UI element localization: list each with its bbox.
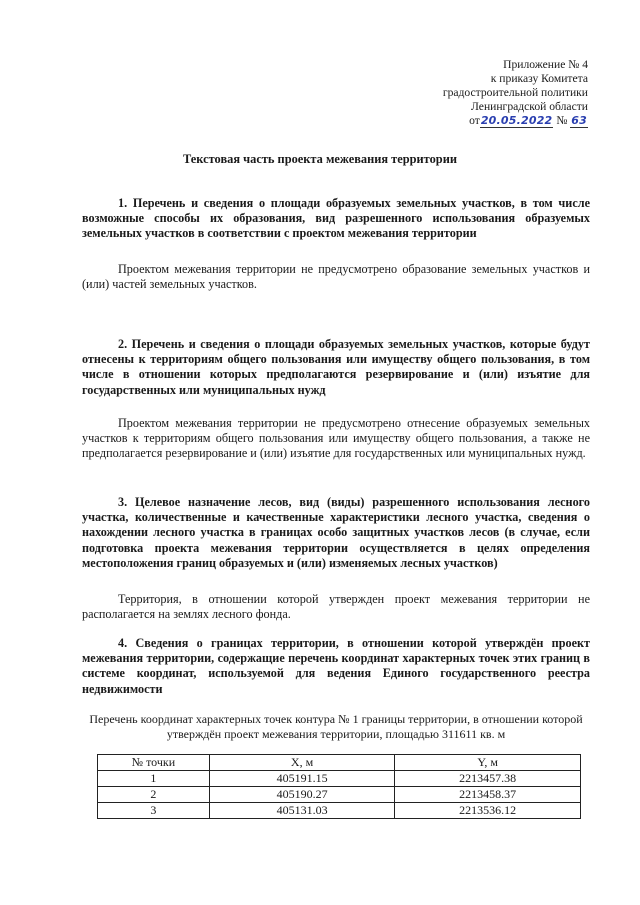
table-row bbox=[98, 803, 581, 819]
section-4 bbox=[82, 636, 590, 697]
x-coordinate: 405190.27 bbox=[209, 787, 395, 803]
handwritten-date: 20.05.2022 bbox=[480, 114, 553, 127]
y-coordinate: 2213458.37 bbox=[395, 787, 581, 803]
section-2-heading: 2. Перечень и сведения о площади образуемых земельных участков, которые будут отнесены к территориям общего пользования или имуществу общего пользования, в том числе в отношении которых предполагаются резервирование и (или) изъятие для государственных или муниципальных нужд bbox=[82, 337, 590, 397]
annex-header bbox=[358, 58, 588, 128]
x-coordinate: 405191.15 bbox=[209, 771, 395, 787]
y-coordinate: 2213457.38 bbox=[395, 771, 581, 787]
table-caption: Перечень координат характерных точек контура № 1 границы территории, в отношении которой утверждён проект межевания территории, площадью 311611 кв. м bbox=[89, 712, 583, 742]
annex-committee: градостроительной политики bbox=[442, 86, 588, 99]
number-prefix: № bbox=[556, 114, 568, 127]
section-1-body bbox=[82, 262, 590, 292]
point-number: 1 bbox=[98, 771, 210, 787]
header-point-number: № точки bbox=[98, 755, 210, 771]
point-number: 3 bbox=[98, 803, 210, 819]
y-coordinate: 2213536.12 bbox=[395, 803, 581, 819]
table-row bbox=[98, 787, 581, 803]
section-2-body bbox=[82, 416, 590, 462]
section-1-text: Проектом межевания территории не предусмотрено образование земельных участков и (или) частей земельных участков. bbox=[82, 262, 590, 292]
section-1-heading: 1. Перечень и сведения о площади образуемых земельных участков, в том числе возможные способы их образования, вид разрешенного использования образуемых земельных участков в соответствии с проектом межевания территории bbox=[82, 196, 590, 241]
section-3-heading: 3. Целевое назначение лесов, вид (виды) разрешенного использования лесного участка, количественные и качественные характеристики лесного участка, сведения о нахождении лесного участка в границах особо защитных участков лесов (в случае, если подготовка проекта межевания территории осуществляется в целях определения местоположения границ образуемых и (или) изменяемых лесных участков) bbox=[82, 495, 590, 570]
x-coordinate: 405131.03 bbox=[209, 803, 395, 819]
section-2-text: Проектом межевания территории не предусмотрено отнесение образуемых земельных участков к территориям общего пользования или имуществу общего пользования, а также не предполагается резервирование и (или) изъятие для государственных или муниципальных нужд. bbox=[82, 416, 590, 461]
header-y: Y, м bbox=[395, 755, 581, 771]
section-3 bbox=[82, 495, 590, 571]
annex-order-reference: к приказу Комитета bbox=[490, 72, 588, 85]
section-4-heading: 4. Сведения о границах территории, в отношении которой утверждён проект межевания территории, содержащие перечень координат характерных точек этих границ в системе координат, используемой для ведения Единого государственного реестра недвижимости bbox=[82, 636, 590, 696]
handwritten-number: 63 bbox=[571, 114, 587, 127]
section-2 bbox=[82, 337, 590, 398]
coordinates-table bbox=[97, 754, 581, 819]
table-header-row bbox=[98, 755, 581, 771]
section-1 bbox=[82, 196, 590, 242]
date-prefix: от bbox=[469, 114, 480, 127]
annex-region: Ленинградской области bbox=[471, 100, 588, 113]
header-x: X, м bbox=[209, 755, 395, 771]
section-3-text: Территория, в отношении которой утвержден проект межевания территории не располагается на землях лесного фонда. bbox=[82, 592, 590, 622]
point-number: 2 bbox=[98, 787, 210, 803]
section-3-body bbox=[82, 592, 590, 622]
table-row bbox=[98, 771, 581, 787]
annex-number: Приложение № 4 bbox=[503, 58, 588, 71]
document-title: Текстовая часть проекта межевания территории bbox=[183, 152, 457, 166]
annex-date-line bbox=[358, 114, 588, 128]
